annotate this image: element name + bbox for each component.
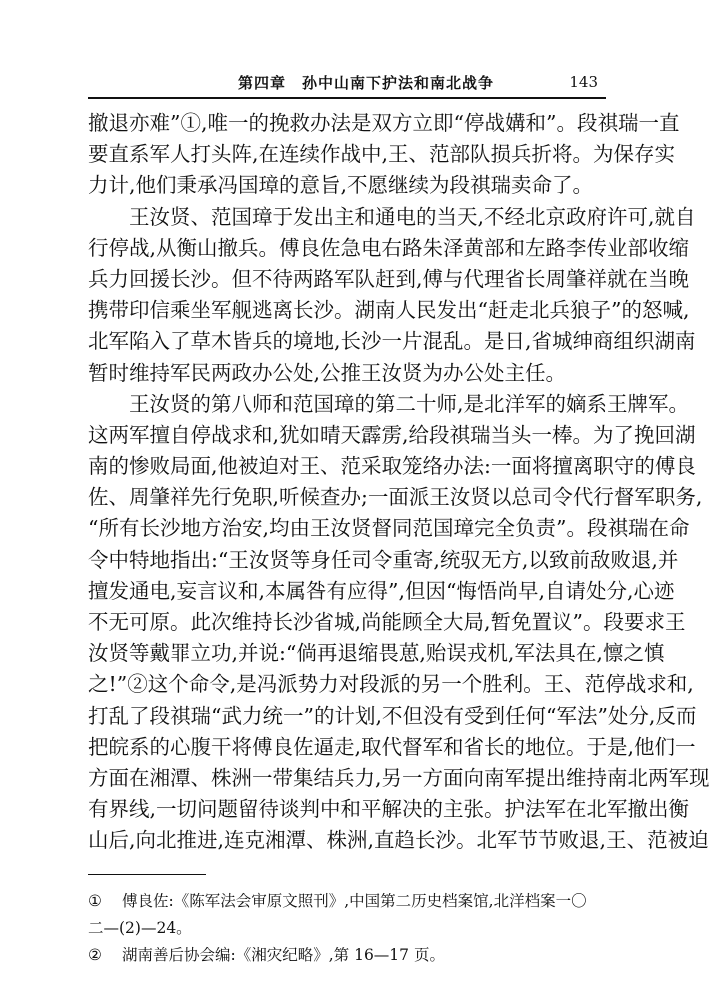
text-line: 方面在湘潭、株洲一带集结兵力,另一方面向南军提出维持南北两军现 xyxy=(88,765,710,790)
text-line: 南的惨败局面,他被迫对王、范采取笼络办法:一面将擅离职守的傅良 xyxy=(88,454,696,479)
text-line: 撤退亦难”①,唯一的挽救办法是双方立即“停战媾和”。段祺瑞一直 xyxy=(88,111,680,135)
text-line: 汝贤等戴罪立功,并说:“倘再退缩畏葸,贻误戎机,军法具在,懔之慎 xyxy=(88,641,665,666)
footnote-2 xyxy=(88,942,608,969)
footnote-text: 傅良佐:《陈军法会审原文照刊》,中国第二历史档案馆,北洋档案一〇 xyxy=(122,892,587,910)
footnotes xyxy=(88,888,608,969)
text-line: 暂时维持军民两政办公处,公推王汝贤为办公处主任。 xyxy=(88,360,567,385)
footnote-rule xyxy=(88,874,206,875)
text-line: 之!”②这个命令,是冯派势力对段派的另一个胜利。王、范停战求和, xyxy=(88,672,694,697)
text-line: 王汝贤、范国璋于发出主和通电的当天,不经北京政府许可,就自 xyxy=(88,204,696,229)
text-line: 佐、周肇祥先行免职,听候查办;一面派王汝贤以总司令代行督军职务, xyxy=(88,485,703,510)
text-line: 山后,向北推进,连克湘潭、株洲,直趋长沙。北军节节败退,王、范被迫 xyxy=(88,828,709,853)
footnote-text: 湖南善后协会编:《湘灾纪略》,第 16—17 页。 xyxy=(122,946,445,964)
footnote-marker: ② xyxy=(88,946,102,964)
header-rule xyxy=(88,97,606,99)
text-line: “所有长沙地方治安,均由王汝贤督同范国璋完全负责”。段祺瑞在命 xyxy=(88,516,690,541)
body-text xyxy=(88,108,710,857)
text-line: 力计,他们秉承冯国璋的意旨,不愿继续为段祺瑞卖命了。 xyxy=(88,173,594,198)
text-line: 把皖系的心腹干将傅良佐逼走,取代督军和省长的地位。于是,他们一 xyxy=(88,734,696,759)
text-line: 擅发通电,妄言议和,本属咎有应得”,但因“悔悟尚早,自请处分,心迹 xyxy=(88,578,675,603)
text-line: 令中特地指出:“王汝贤等身任司令重寄,统驭无方,以致前敌败退,并 xyxy=(88,547,679,572)
text-line: 不无可原。此次维持长沙省城,尚能顾全大局,暂免置议”。段要求王 xyxy=(88,610,686,634)
page-number: 143 xyxy=(569,73,598,91)
chapter-title: 第四章 孙中山南下护法和南北战争 xyxy=(238,74,495,92)
running-header xyxy=(88,68,606,96)
text-line: 有界线,一切问题留待谈判中和平解决的主张。护法军在北军撤出衡 xyxy=(88,797,690,822)
text-line: 行停战,从衡山撤兵。傅良佐急电右路朱泽黄部和左路李传业部收缩 xyxy=(88,235,690,260)
text-line: 携带印信乘坐军舰逃离长沙。湖南人民发出“赶走北兵狼子”的怒喊, xyxy=(88,298,690,323)
footnote-1 xyxy=(88,888,608,915)
text-line: 这两军擅自停战求和,犹如晴天霹雳,给段祺瑞当头一棒。为了挽回湖 xyxy=(88,422,696,447)
text-line: 王汝贤的第八师和范国璋的第二十师,是北洋军的嫡系王牌军。 xyxy=(88,391,690,416)
text-line: 北军陷入了草木皆兵的境地,长沙一片混乱。是日,省城绅商组织湖南 xyxy=(88,329,696,354)
text-line: 要直系军人打头阵,在连续作战中,王、范部队损兵折将。为保存实 xyxy=(88,142,676,167)
footnote-1-continuation: 二—(2)—24。 xyxy=(88,919,192,937)
text-line: 兵力回援长沙。但不待两路军队赶到,傅与代理省长周肇祥就在当晚 xyxy=(88,266,690,291)
text-line: 打乱了段祺瑞“武力统一”的计划,不但没有受到任何“军法”处分,反而 xyxy=(88,703,697,728)
footnote-marker: ① xyxy=(88,892,102,910)
